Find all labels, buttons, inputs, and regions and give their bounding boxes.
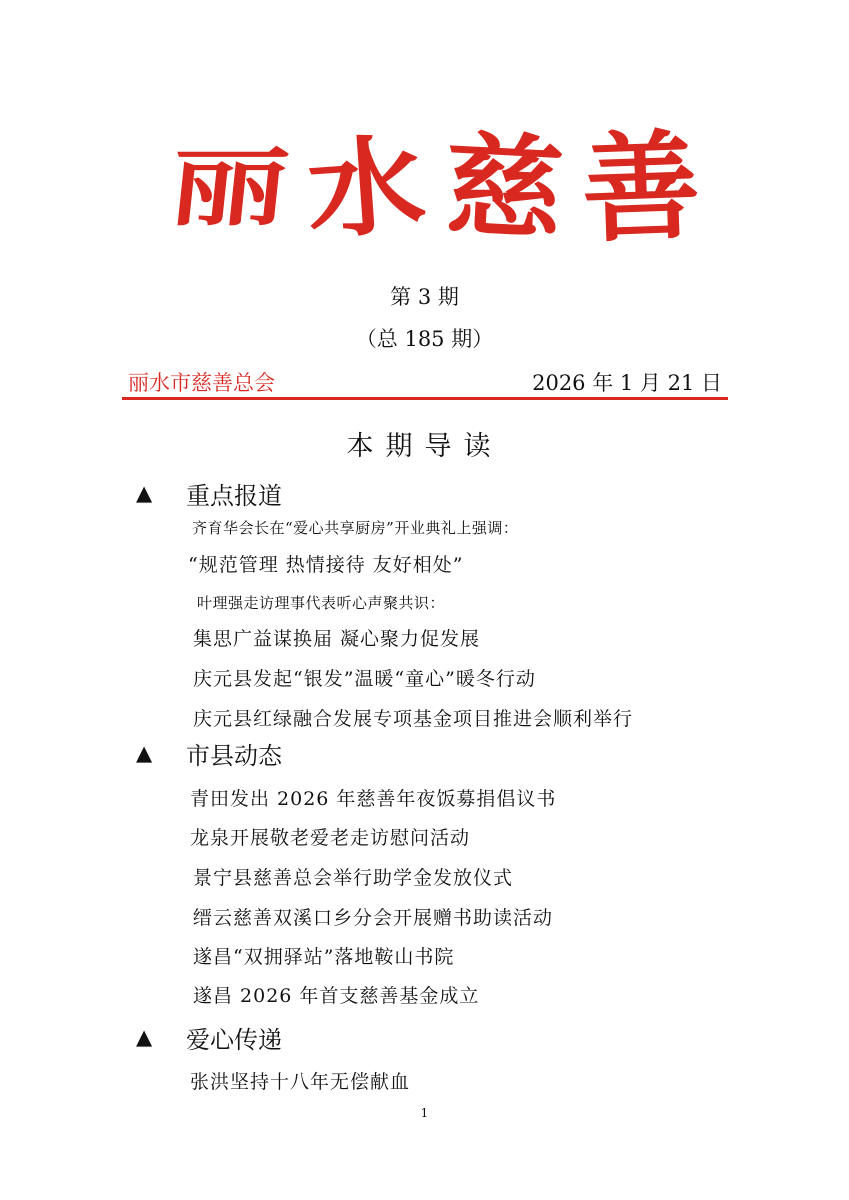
triangle-icon: ▲ [136,741,153,765]
masthead-logo [164,115,703,259]
toc-item[interactable]: “规范管理 热情接待 友好相处” [188,554,464,576]
toc-item[interactable]: 遂昌 2026 年首支慈善基金成立 [193,985,480,1007]
section-name: 重点报道 [186,481,282,510]
publication-date: 2026 年 1 月 21 日 [532,371,722,395]
publisher-name: 丽水市慈善总会 [128,371,275,395]
section-name: 市县动态 [186,741,282,770]
masthead-char-2: 水 [303,120,430,254]
toc-item[interactable]: 青田发出 2026 年慈善年夜饭募捐倡议书 [190,788,557,810]
toc-title: 本期导读 [346,431,503,462]
toc-item[interactable]: 庆元县红绿融合发展专项基金项目推进会顺利举行 [193,708,634,730]
toc-item[interactable]: 缙云慈善双溪口乡分会开展赠书助读活动 [193,907,554,929]
triangle-icon: ▲ [136,481,153,505]
issue-number: 第 3 期 [390,285,459,309]
section-name: 爱心传递 [186,1025,282,1054]
masthead-char-1: 丽 [164,137,294,238]
toc-item[interactable]: 遂昌“双拥驿站”落地鞍山书院 [193,946,455,968]
toc-item[interactable]: 齐育华会长在“爱心共享厨房”开业典礼上强调： [192,519,519,537]
header-divider [122,397,728,400]
toc-item[interactable]: 张洪坚持十八年无偿献血 [190,1071,411,1093]
toc-item[interactable]: 集思广益谋换届 凝心聚力促发展 [193,628,481,650]
toc-item[interactable]: 景宁县慈善总会举行助学金发放仪式 [193,867,514,889]
publication-row [122,367,728,397]
section-heading-city-county-news [136,736,282,770]
toc-item[interactable]: 庆元县发起“银发”温暖“童心”暖冬行动 [193,668,536,690]
issue-total: （总 185 期） [355,327,494,351]
masthead-char-4: 善 [579,115,703,259]
section-heading-love-relay [136,1020,282,1054]
triangle-icon: ▲ [136,1025,153,1049]
page-number: 1 [420,1106,429,1120]
toc-item[interactable]: 叶理强走访理事代表听心声聚共识： [197,594,446,612]
section-heading-key-reports [136,476,282,510]
masthead-char-3: 慈 [441,118,567,257]
toc-item[interactable]: 龙泉开展敬老爱老走访慰问活动 [190,827,471,849]
